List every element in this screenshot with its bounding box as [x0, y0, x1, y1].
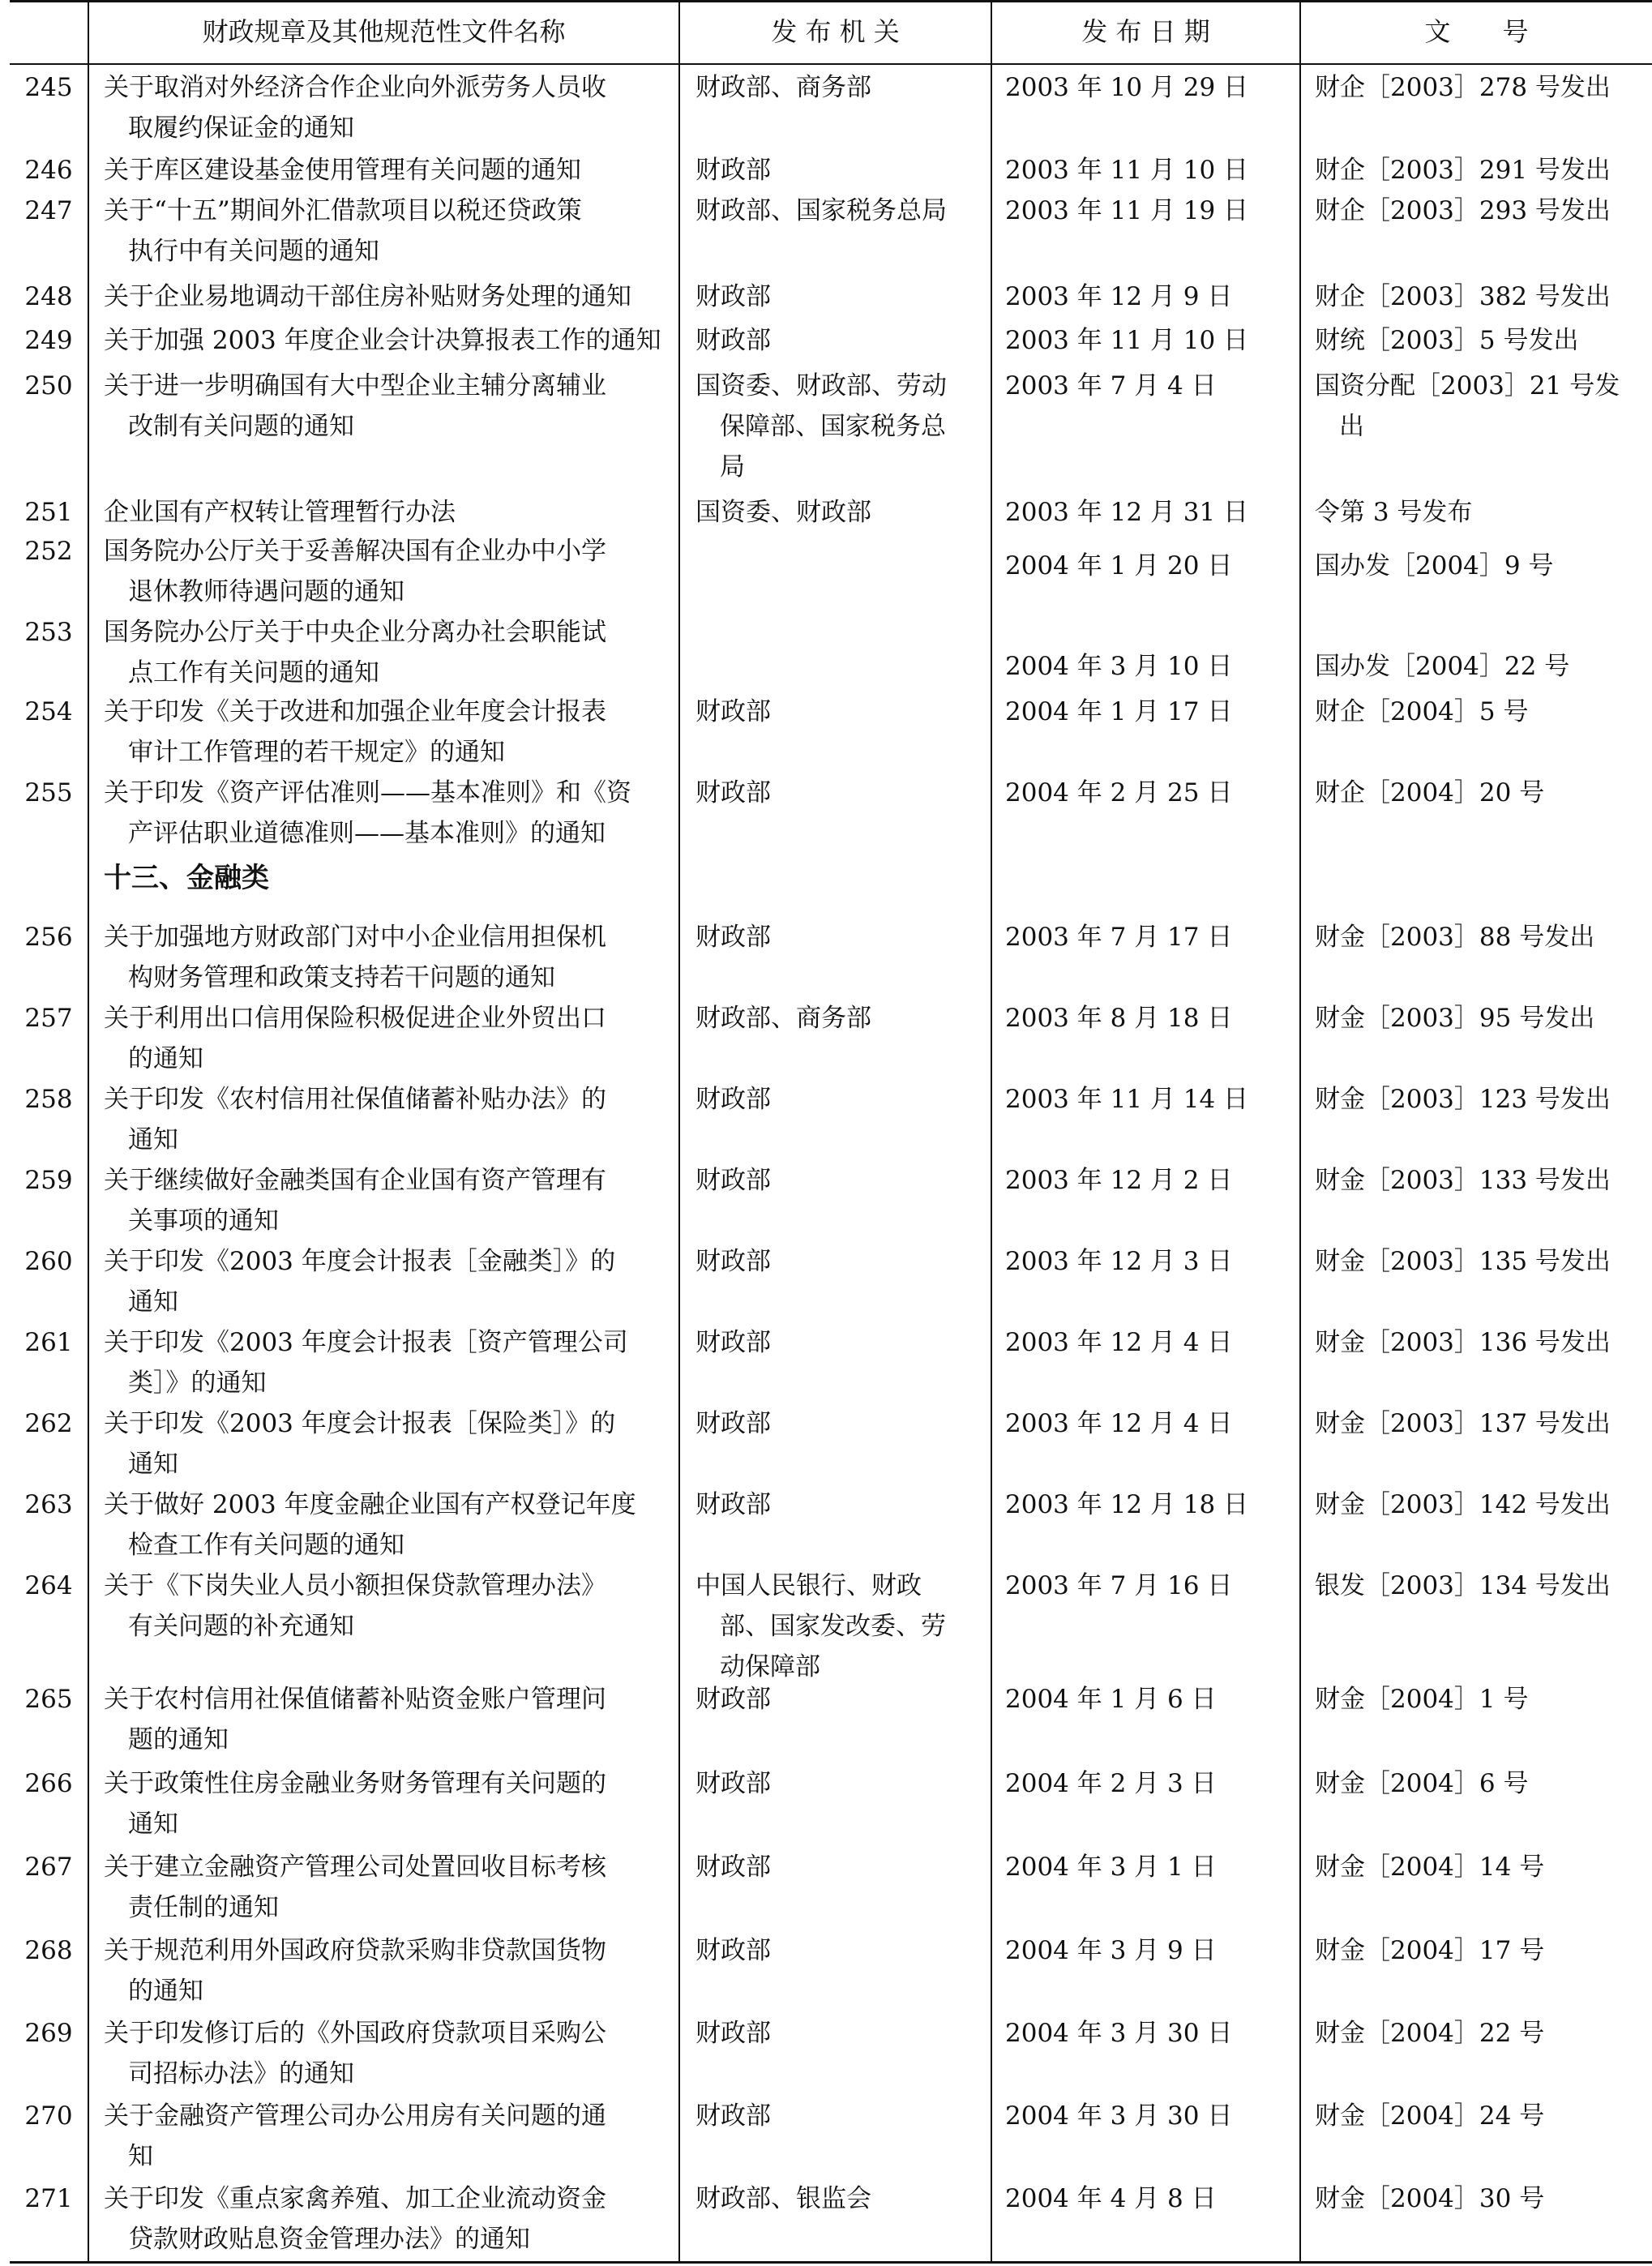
document-title-line: 企业国有产权转让管理暂行办法: [104, 498, 456, 527]
document-number-line: 财统［2003］5 号发出: [1315, 326, 1579, 355]
table-bottom-rule: [10, 2261, 1652, 2264]
document-title-line: 关于印发《2003 年度会计报表［金融类］》的: [104, 1247, 616, 1276]
document-number: [1315, 646, 1649, 687]
document-title-line: 通知: [128, 1810, 178, 1839]
document-title-line: 通知: [128, 1450, 178, 1479]
document-title-line: 通知: [128, 1287, 178, 1317]
document-title-line: 构财务管理和政策支持若干问题的通知: [128, 963, 555, 992]
document-title-line: 司招标办法》的通知: [128, 2059, 354, 2088]
document-number: [1315, 1566, 1649, 1606]
row-number: 250: [24, 371, 73, 401]
column-divider: [88, 0, 89, 2264]
row-number: 256: [24, 923, 73, 952]
document-number: [1315, 320, 1649, 361]
issuing-authority-line: 财政部: [695, 1085, 771, 1114]
issue-date: 2004 年 3 月 1 日: [1005, 1853, 1217, 1882]
document-number: [1315, 1241, 1649, 1282]
issue-date: 2004 年 1 月 17 日: [1005, 697, 1233, 726]
row-number: 265: [24, 1685, 73, 1714]
issuing-authority-line: 局: [720, 452, 745, 482]
document-number-line: 财金［2003］136 号发出: [1315, 1328, 1611, 1357]
issuing-authority-line: 财政部: [695, 1490, 771, 1519]
document-number-line: 财金［2003］133 号发出: [1315, 1166, 1611, 1195]
issue-date: 2004 年 1 月 20 日: [1005, 551, 1233, 580]
document-number: [1315, 692, 1649, 732]
document-title-line: 改制有关问题的通知: [128, 412, 354, 441]
issuing-authority: [695, 1241, 987, 1282]
document-number-line: 财金［2003］123 号发出: [1315, 1085, 1611, 1114]
document-number: [1315, 773, 1649, 813]
document-number-line: 国资分配［2003］21 号发: [1315, 371, 1620, 401]
issuing-authority: [695, 1160, 987, 1201]
row-number: 249: [24, 326, 73, 355]
issue-date: 2003 年 12 月 3 日: [1005, 1247, 1233, 1276]
issuing-authority-line: 财政部: [695, 2101, 771, 2131]
row-number: 247: [24, 196, 73, 225]
document-title: [104, 612, 671, 693]
document-title-line: 关于印发《重点家禽养殖、加工企业流动资金: [104, 2184, 606, 2213]
document-number: [1315, 1484, 1649, 1525]
issue-date: 2004 年 3 月 9 日: [1005, 1936, 1217, 1965]
issuing-authority-line: 财政部: [695, 156, 771, 185]
document-title: [104, 917, 671, 998]
document-title: [104, 1079, 671, 1160]
document-title: [104, 692, 671, 773]
document-title-line: 通知: [128, 1125, 178, 1154]
issuing-authority: [695, 366, 987, 487]
column-divider: [991, 0, 992, 2264]
document-title-line: 产评估职业道德准则——基本准则》的通知: [128, 819, 606, 848]
issuing-authority-line: 部、国家发改委、劳: [720, 1612, 946, 1641]
issuing-authority-line: 财政部、银监会: [695, 2184, 871, 2213]
issue-date: 2003 年 7 月 4 日: [1005, 371, 1217, 401]
document-number: [1315, 276, 1649, 317]
document-title-line: 关于印发《关于改进和加强企业年度会计报表: [104, 697, 606, 726]
issuing-authority-line: 财政部: [695, 2019, 771, 2048]
document-number: [1315, 1763, 1649, 1804]
issue-date: 2004 年 2 月 3 日: [1005, 1769, 1217, 1798]
issue-date: 2003 年 12 月 31 日: [1005, 498, 1249, 527]
document-title-line: 的通知: [128, 1044, 203, 1073]
issuing-authority-line: 国资委、财政部: [695, 498, 871, 527]
header-issuer: 发 布 机 关: [771, 16, 900, 47]
document-number: [1315, 492, 1649, 533]
issue-date: 2003 年 12 月 18 日: [1005, 1490, 1249, 1519]
row-number: 271: [24, 2184, 73, 2213]
issue-date: 2003 年 7 月 16 日: [1005, 1571, 1233, 1600]
document-title: [104, 320, 671, 361]
row-number: 264: [24, 1571, 73, 1600]
document-title-line: 知: [128, 2142, 153, 2171]
document-title-line: 关于加强地方财政部门对中小企业信用担保机: [104, 923, 606, 952]
issuing-authority: [695, 276, 987, 317]
document-number-line: 财金［2004］30 号: [1315, 2184, 1545, 2213]
issuing-authority-line: 财政部: [695, 1166, 771, 1195]
issuing-authority: [695, 1403, 987, 1444]
issuing-authority-line: 保障部、国家税务总: [720, 412, 946, 441]
document-number-line: 财企［2003］382 号发出: [1315, 282, 1611, 311]
document-title: [104, 191, 671, 272]
issue-date: 2003 年 10 月 29 日: [1005, 73, 1249, 102]
issuing-authority-line: 财政部: [695, 326, 771, 355]
document-title-line: 关事项的通知: [128, 1206, 279, 1236]
issuing-authority-line: 财政部: [695, 923, 771, 952]
header-date: 发 布 日 期: [1081, 16, 1210, 47]
document-number-line: 国办发［2004］22 号: [1315, 652, 1570, 681]
document-number: [1315, 2178, 1649, 2219]
issuing-authority: [695, 1566, 987, 1687]
issuing-authority: [695, 191, 987, 231]
document-number-line: 国办发［2004］9 号: [1315, 551, 1554, 580]
document-number-line: 财金［2003］135 号发出: [1315, 1247, 1611, 1276]
issue-date: 2004 年 2 月 25 日: [1005, 778, 1233, 807]
document-title: [104, 150, 671, 191]
document-title-line: 的通知: [128, 1977, 203, 2006]
document-title-line: 类］》的通知: [128, 1369, 267, 1398]
document-title-line: 关于做好 2003 年度金融企业国有产权登记年度: [104, 1490, 636, 1519]
row-number: 262: [24, 1409, 73, 1438]
document-title: [104, 2178, 671, 2260]
document-title: [104, 1241, 671, 1322]
row-number: 267: [24, 1853, 73, 1882]
document-title-line: 国务院办公厅关于中央企业分离办社会职能试: [104, 618, 606, 647]
document-title-line: 关于继续做好金融类国有企业国有资产管理有: [104, 1166, 606, 1195]
row-number: 246: [24, 156, 73, 185]
issuing-authority-line: 财政部: [695, 282, 771, 311]
issue-date: 2004 年 1 月 6 日: [1005, 1685, 1217, 1714]
row-number: 268: [24, 1936, 73, 1965]
document-number: [1315, 67, 1649, 108]
issue-date: 2004 年 4 月 8 日: [1005, 2184, 1217, 2213]
document-number: [1315, 1847, 1649, 1887]
issuing-authority: [695, 2096, 987, 2136]
document-title: [104, 1930, 671, 2011]
issue-date: 2003 年 8 月 18 日: [1005, 1004, 1233, 1033]
issuing-authority: [695, 320, 987, 361]
document-title: [104, 366, 671, 447]
issuing-authority-line: 财政部: [695, 1853, 771, 1882]
document-title-line: 关于印发《2003 年度会计报表［保险类］》的: [104, 1409, 616, 1438]
document-number: [1315, 546, 1649, 586]
document-number-line: 财金［2004］17 号: [1315, 1936, 1545, 1965]
row-number: 253: [24, 618, 73, 647]
issue-date: 2004 年 3 月 30 日: [1005, 2019, 1233, 2048]
issuing-authority: [695, 1763, 987, 1804]
document-title-line: 关于取消对外经济合作企业向外派劳务人员收: [104, 73, 606, 102]
issuing-authority-line: 中国人民银行、财政: [695, 1571, 922, 1600]
row-number: 257: [24, 1004, 73, 1033]
document-number: [1315, 2013, 1649, 2054]
document-title-line: 关于“十五”期间外汇借款项目以税还贷政策: [104, 196, 582, 225]
document-title: [104, 773, 671, 854]
document-number-line: 财金［2004］14 号: [1315, 1853, 1545, 1882]
document-number: [1315, 150, 1649, 191]
issuing-authority: [695, 998, 987, 1039]
issuing-authority: [695, 2178, 987, 2219]
document-number-line: 财金［2003］95 号发出: [1315, 1004, 1595, 1033]
row-number: 245: [24, 73, 73, 102]
issuing-authority-line: 国资委、财政部、劳动: [695, 371, 947, 401]
document-title-line: 关于利用出口信用保险积极促进企业外贸出口: [104, 1004, 606, 1033]
document-number: [1315, 998, 1649, 1039]
document-title: [104, 1679, 671, 1760]
document-number: [1315, 1322, 1649, 1363]
document-title-line: 关于金融资产管理公司办公用房有关问题的通: [104, 2101, 606, 2131]
row-number: 254: [24, 697, 73, 726]
document-title: [104, 1566, 671, 1647]
document-number-line: 财企［2003］278 号发出: [1315, 73, 1611, 102]
issuing-authority: [695, 2013, 987, 2054]
document-title: [104, 276, 671, 317]
issue-date: 2003 年 11 月 19 日: [1005, 196, 1249, 225]
document-title-line: 关于建立金融资产管理公司处置回收目标考核: [104, 1853, 606, 1882]
document-title-line: 关于印发修订后的《外国政府贷款项目采购公: [104, 2019, 606, 2048]
document-title: [104, 1403, 671, 1484]
document-title-line: 审计工作管理的若干规定》的通知: [128, 738, 505, 767]
document-title: [104, 998, 671, 1079]
issuing-authority-line: 财政部: [695, 1936, 771, 1965]
document-title-line: 贷款财政贴息资金管理办法》的通知: [128, 2225, 530, 2254]
issuing-authority-line: 财政部: [695, 1685, 771, 1714]
document-title-line: 关于印发《2003 年度会计报表［资产管理公司: [104, 1328, 628, 1357]
document-title-line: 国务院办公厅关于妥善解决国有企业办中小学: [104, 537, 606, 566]
document-title: [104, 1160, 671, 1241]
issuing-authority-line: 财政部: [695, 697, 771, 726]
document-number: [1315, 191, 1649, 231]
issuing-authority-line: 财政部: [695, 1409, 771, 1438]
issuing-authority: [695, 1847, 987, 1887]
document-number-line: 财企［2004］5 号: [1315, 697, 1529, 726]
row-number: 255: [24, 778, 73, 807]
document-title: [104, 492, 671, 533]
issuing-authority-line: 财政部、国家税务总局: [695, 196, 947, 225]
issue-date: 2003 年 12 月 2 日: [1005, 1166, 1233, 1195]
issuing-authority: [695, 1679, 987, 1720]
row-number: 270: [24, 2101, 73, 2131]
document-number: [1315, 917, 1649, 957]
document-title-line: 退休教师待遇问题的通知: [128, 577, 404, 606]
document-title: [104, 2096, 671, 2177]
document-title-line: 关于规范利用外国政府贷款采购非贷款国货物: [104, 1936, 606, 1965]
document-number-line: 财企［2004］20 号: [1315, 778, 1545, 807]
document-number: [1315, 1160, 1649, 1201]
document-title-line: 关于《下岗失业人员小额担保贷款管理办法》: [104, 1571, 606, 1600]
issuing-authority: [695, 67, 987, 108]
issuing-authority: [695, 917, 987, 957]
issue-date: 2003 年 7 月 17 日: [1005, 923, 1233, 952]
issue-date: 2003 年 12 月 4 日: [1005, 1409, 1233, 1438]
issue-date: 2003 年 11 月 14 日: [1005, 1085, 1249, 1114]
row-number: 251: [24, 498, 73, 527]
issuing-authority: [695, 150, 987, 191]
issuing-authority-line: 财政部、商务部: [695, 1004, 871, 1033]
document-title-line: 关于进一步明确国有大中型企业主辅分离辅业: [104, 371, 606, 401]
issuing-authority-line: 财政部: [695, 778, 771, 807]
document-number-line: 令第 3 号发布: [1315, 498, 1473, 527]
document-number: [1315, 1079, 1649, 1120]
section-heading: 十三、金融类: [104, 862, 269, 894]
document-title-line: 取履约保证金的通知: [128, 114, 354, 143]
column-divider: [678, 0, 680, 2264]
document-number-line: 财金［2003］88 号发出: [1315, 923, 1595, 952]
document-title-line: 关于农村信用社保值储蓄补贴资金账户管理问: [104, 1685, 606, 1714]
document-number: [1315, 366, 1649, 447]
document-title: [104, 1322, 671, 1403]
issuing-authority-line: 动保障部: [720, 1652, 820, 1681]
issuing-authority-line: 财政部: [695, 1769, 771, 1798]
issuing-authority-line: 财政部: [695, 1247, 771, 1276]
issuing-authority: [695, 1079, 987, 1120]
row-number: 266: [24, 1769, 73, 1798]
table-top-rule: [10, 0, 1652, 2]
row-number: 269: [24, 2019, 73, 2048]
document-title: [104, 1484, 671, 1566]
document-number-line: 财金［2003］137 号发出: [1315, 1409, 1611, 1438]
row-number: 259: [24, 1166, 73, 1195]
issuing-authority: [695, 773, 987, 813]
row-number: 252: [24, 537, 73, 566]
document-title: [104, 531, 671, 612]
document-title-line: 检查工作有关问题的通知: [128, 1531, 404, 1560]
document-title-line: 有关问题的补充通知: [128, 1612, 354, 1641]
document-number: [1315, 1679, 1649, 1720]
issuing-authority: [695, 1930, 987, 1971]
document-title-line: 执行中有关问题的通知: [128, 237, 379, 266]
document-number-line: 财企［2003］293 号发出: [1315, 196, 1611, 225]
document-title-line: 题的通知: [128, 1725, 229, 1754]
issuing-authority: [695, 1484, 987, 1525]
issuing-authority-line: 财政部、商务部: [695, 73, 871, 102]
header-title: 财政规章及其他规范性文件名称: [202, 16, 566, 47]
document-title-line: 关于印发《资产评估准则——基本准则》和《资: [104, 778, 631, 807]
issue-date: 2003 年 11 月 10 日: [1005, 326, 1249, 355]
issuing-authority: [695, 492, 987, 533]
row-number: 261: [24, 1328, 73, 1357]
document-title: [104, 1763, 671, 1844]
document-title-line: 关于库区建设基金使用管理有关问题的通知: [104, 156, 581, 185]
issuing-authority: [695, 1322, 987, 1363]
document-title: [104, 1847, 671, 1928]
column-divider: [1299, 0, 1301, 2264]
issue-date: 2003 年 12 月 9 日: [1005, 282, 1233, 311]
row-number: 248: [24, 282, 73, 311]
issue-date: 2003 年 12 月 4 日: [1005, 1328, 1233, 1357]
document-number: [1315, 1403, 1649, 1444]
document-number-line: 财金［2004］22 号: [1315, 2019, 1545, 2048]
document-title-line: 关于政策性住房金融业务财务管理有关问题的: [104, 1769, 606, 1798]
document-number-line: 财金［2004］24 号: [1315, 2101, 1545, 2131]
document-title-line: 关于企业易地调动干部住房补贴财务处理的通知: [104, 282, 631, 311]
row-number: 260: [24, 1247, 73, 1276]
header-docno: 文 号: [1424, 16, 1529, 47]
document-title-line: 责任制的通知: [128, 1893, 279, 1922]
document-number: [1315, 1930, 1649, 1971]
document-number-line: 银发［2003］134 号发出: [1315, 1571, 1611, 1600]
document-title-line: 关于印发《农村信用社保值储蓄补贴办法》的: [104, 1085, 606, 1114]
issue-date: 2004 年 3 月 30 日: [1005, 2101, 1233, 2131]
document-title-line: 关于加强 2003 年度企业会计决算报表工作的通知: [104, 326, 661, 355]
document-number-line: 财金［2004］6 号: [1315, 1769, 1529, 1798]
document-number-line: 出: [1339, 412, 1364, 441]
document-number-line: 财金［2004］1 号: [1315, 1685, 1529, 1714]
issuing-authority-line: 财政部: [695, 1328, 771, 1357]
document-title: [104, 67, 671, 148]
issue-date: 2003 年 11 月 10 日: [1005, 156, 1249, 185]
issuing-authority: [695, 692, 987, 732]
issue-date: 2004 年 3 月 10 日: [1005, 652, 1233, 681]
row-number: 263: [24, 1490, 73, 1519]
document-title: [104, 2013, 671, 2094]
document-number-line: 财金［2003］142 号发出: [1315, 1490, 1611, 1519]
row-number: 258: [24, 1085, 73, 1114]
document-title-line: 点工作有关问题的通知: [128, 658, 379, 688]
table-header-rule: [10, 63, 1652, 65]
document-number: [1315, 2096, 1649, 2136]
document-number-line: 财企［2003］291 号发出: [1315, 156, 1611, 185]
